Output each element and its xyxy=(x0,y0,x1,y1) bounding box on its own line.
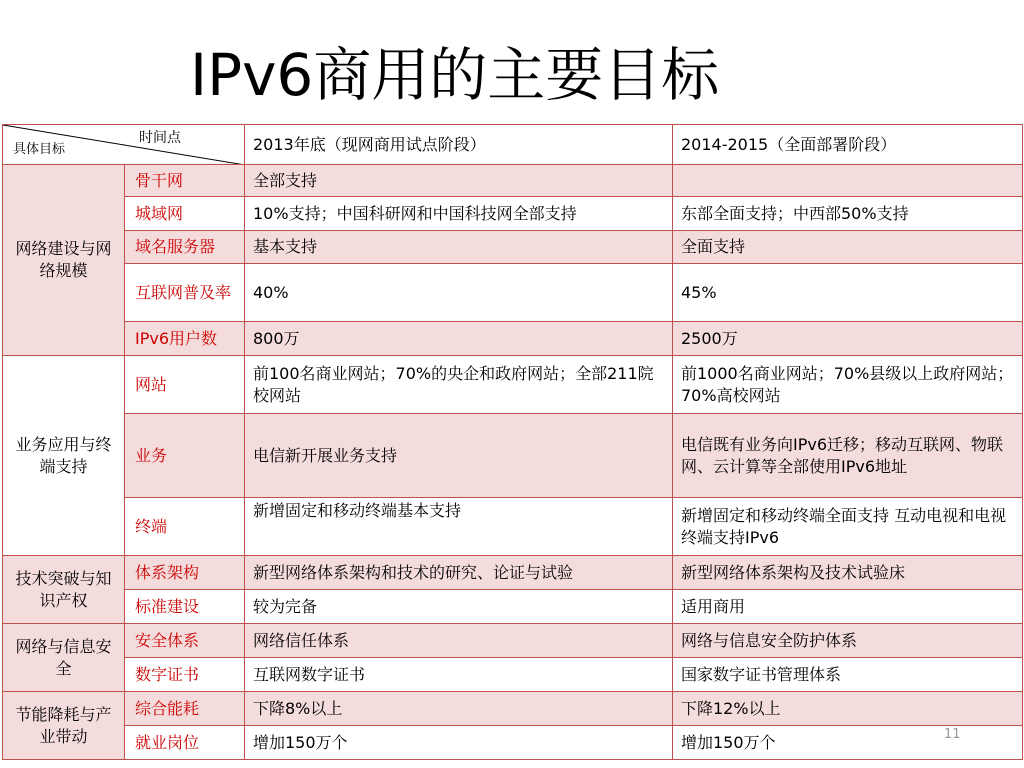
item-cell: 数字证书 xyxy=(125,658,245,692)
value-2015-cell: 新型网络体系架构及技术试验床 xyxy=(673,556,1023,590)
value-2015-cell: 网络与信息安全防护体系 xyxy=(673,624,1023,658)
value-2013-cell: 全部支持 xyxy=(245,165,673,197)
table-row xyxy=(3,322,1023,356)
value-2013-cell: 新型网络体系架构和技术的研究、论证与试验 xyxy=(245,556,673,590)
table-row xyxy=(3,556,1023,590)
value-2013-cell: 10%支持；中国科研网和中国科技网全部支持 xyxy=(245,197,673,231)
slide-title: IPv6商用的主要目标 xyxy=(190,41,720,109)
value-2013-cell: 40% xyxy=(245,264,673,322)
value-2013-cell: 基本支持 xyxy=(245,231,673,264)
value-2015-cell: 东部全面支持；中西部50%支持 xyxy=(673,197,1023,231)
table-header-row xyxy=(3,125,1023,165)
value-2015-cell: 国家数字证书管理体系 xyxy=(673,658,1023,692)
value-2013-cell: 增加150万个 xyxy=(245,726,673,760)
table-row xyxy=(3,498,1023,556)
item-cell: 就业岗位 xyxy=(125,726,245,760)
item-cell: 终端 xyxy=(125,498,245,556)
value-2015-cell: 下降12%以上 xyxy=(673,692,1023,726)
item-cell: 综合能耗 xyxy=(125,692,245,726)
page-number: 11 xyxy=(944,727,961,742)
table-row xyxy=(3,264,1023,322)
value-2013-cell: 800万 xyxy=(245,322,673,356)
value-2015-cell: 适用商用 xyxy=(673,590,1023,624)
item-cell: 业务 xyxy=(125,414,245,498)
value-2013-cell: 较为完备 xyxy=(245,590,673,624)
table-row xyxy=(3,590,1023,624)
value-2013-cell: 新增固定和移动终端基本支持 xyxy=(245,498,673,556)
item-cell: 互联网普及率 xyxy=(125,264,245,322)
category-cell: 技术突破与知识产权 xyxy=(3,556,125,624)
value-2013-cell: 电信新开展业务支持 xyxy=(245,414,673,498)
table-row xyxy=(3,231,1023,264)
value-2015-cell: 45% xyxy=(673,264,1023,322)
column-header-2013: 2013年底（现网商用试点阶段） xyxy=(245,125,673,165)
table-row xyxy=(3,414,1023,498)
category-cell: 网络与信息安全 xyxy=(3,624,125,692)
value-2015-cell xyxy=(673,165,1023,197)
value-2015-cell: 2500万 xyxy=(673,322,1023,356)
value-2015-cell: 全面支持 xyxy=(673,231,1023,264)
item-cell: 体系架构 xyxy=(125,556,245,590)
value-2013-cell: 互联网数字证书 xyxy=(245,658,673,692)
category-cell: 节能降耗与产业带动 xyxy=(3,692,125,760)
table-row xyxy=(3,197,1023,231)
table-row xyxy=(3,692,1023,726)
item-cell: 骨干网 xyxy=(125,165,245,197)
table-row xyxy=(3,356,1023,414)
item-cell: 域名服务器 xyxy=(125,231,245,264)
value-2013-cell: 网络信任体系 xyxy=(245,624,673,658)
table-row xyxy=(3,658,1023,692)
item-cell: IPv6用户数 xyxy=(125,322,245,356)
column-header-2014-2015: 2014-2015（全面部署阶段） xyxy=(673,125,1023,165)
table-row xyxy=(3,624,1023,658)
item-cell: 城域网 xyxy=(125,197,245,231)
category-cell: 业务应用与终端支持 xyxy=(3,356,125,556)
item-cell: 标准建设 xyxy=(125,590,245,624)
time-point-label: 时间点 xyxy=(139,130,181,146)
value-2015-cell: 电信既有业务向IPv6迁移；移动互联网、物联网、云计算等全部使用IPv6地址 xyxy=(673,414,1023,498)
corner-header-cell xyxy=(3,125,245,165)
specific-goal-label: 具体目标 xyxy=(13,142,66,157)
goals-table xyxy=(2,124,1023,760)
value-2015-cell: 新增固定和移动终端全面支持 互动电视和电视终端支持IPv6 xyxy=(673,498,1023,556)
value-2015-cell: 前1000名商业网站；70%县级以上政府网站；70%高校网站 xyxy=(673,356,1023,414)
table-row xyxy=(3,726,1023,760)
item-cell: 网站 xyxy=(125,356,245,414)
item-cell: 安全体系 xyxy=(125,624,245,658)
category-cell: 网络建设与网络规模 xyxy=(3,165,125,356)
value-2015-cell: 增加150万个 xyxy=(673,726,1023,760)
value-2013-cell: 前100名商业网站；70%的央企和政府网站；全部211院校网站 xyxy=(245,356,673,414)
table-row xyxy=(3,165,1023,197)
value-2013-cell: 下降8%以上 xyxy=(245,692,673,726)
